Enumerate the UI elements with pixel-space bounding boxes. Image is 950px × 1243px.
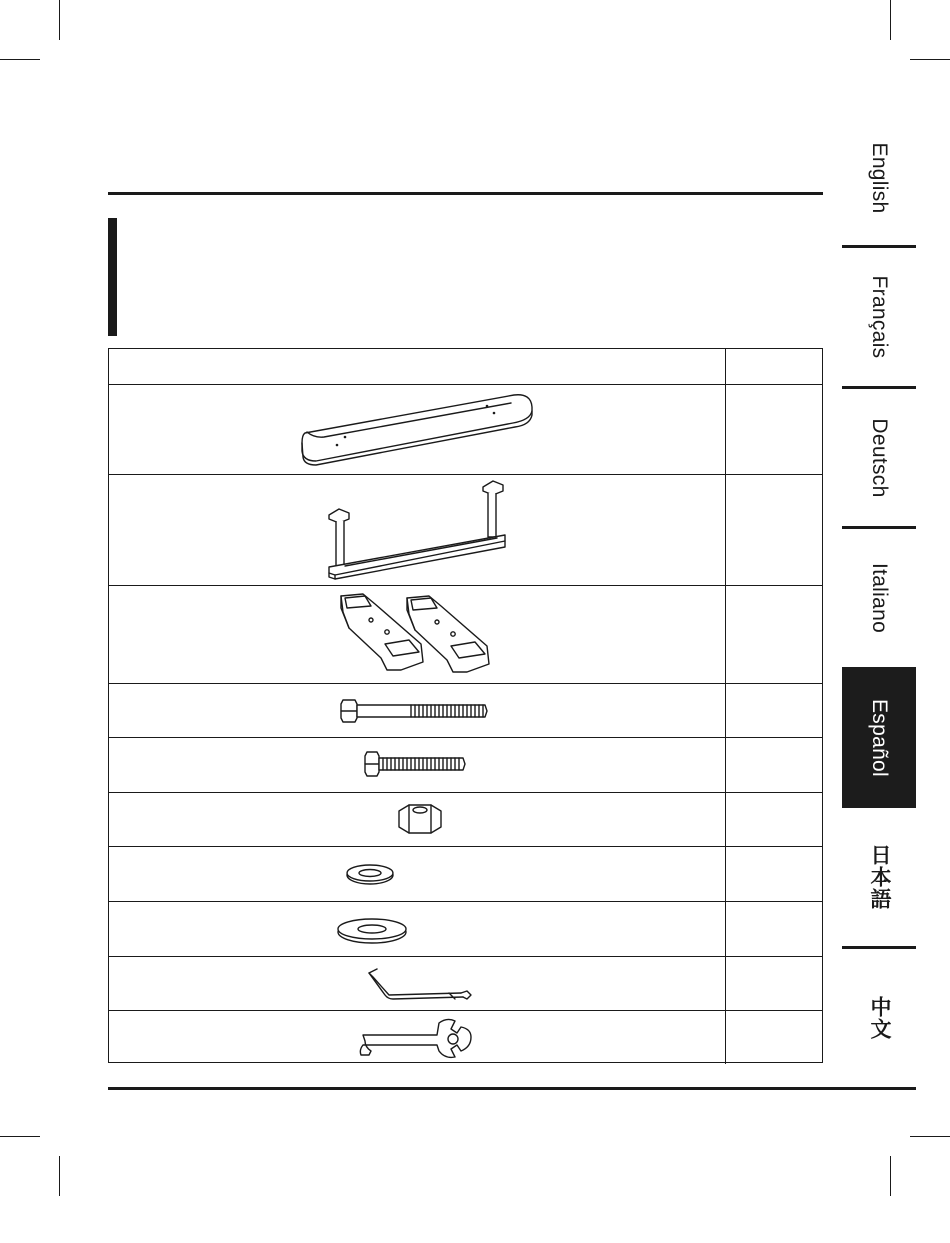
quantity-header-cell [725, 349, 822, 384]
quantity-cell [725, 475, 822, 585]
language-tab-label: Deutsch [868, 417, 891, 498]
quantity-cell [725, 957, 822, 1010]
language-tab-label: 日本語 [868, 844, 891, 910]
quantity-cell [725, 385, 822, 474]
language-tab-label: Français [868, 275, 891, 359]
small-washer-icon [109, 847, 725, 901]
table-row [109, 737, 822, 792]
language-tab-japanese[interactable] [842, 808, 916, 946]
language-tab-label: Italiano [868, 562, 891, 633]
wrench-icon [109, 1011, 725, 1064]
table-row [109, 474, 822, 585]
language-tab-deutsch[interactable] [842, 389, 916, 526]
quantity-cell [725, 586, 822, 683]
language-tab-francais[interactable] [842, 248, 916, 386]
language-tab-label: English [868, 142, 891, 213]
crop-mark [0, 1136, 40, 1137]
leg-frame-icon [109, 475, 725, 585]
quantity-cell [725, 738, 822, 792]
section-marker-bar [108, 218, 117, 336]
allen-key-icon [109, 957, 725, 1010]
table-header-row [109, 349, 822, 384]
large-washer-icon [109, 902, 725, 956]
language-tab-label: 中文 [868, 995, 891, 1040]
language-tab-italiano[interactable] [842, 529, 916, 666]
table-row [109, 901, 822, 956]
crop-mark [59, 0, 60, 40]
table-row [109, 384, 822, 474]
table-row [109, 683, 822, 737]
crop-mark [890, 1156, 891, 1196]
crop-mark [910, 59, 950, 60]
language-tab-label: Español [868, 698, 891, 777]
nut-icon [109, 793, 725, 846]
crop-mark [0, 59, 40, 60]
parts-table [108, 348, 823, 1063]
crop-mark [890, 0, 891, 40]
language-tab-chinese[interactable] [842, 949, 916, 1086]
quantity-cell [725, 793, 822, 846]
table-row [109, 792, 822, 846]
crop-mark [910, 1136, 950, 1137]
bench-seat-icon [109, 385, 725, 474]
language-tab-english[interactable] [842, 110, 916, 245]
feet-icon [109, 586, 725, 683]
table-row [109, 585, 822, 683]
language-tab-espanol[interactable] [842, 667, 916, 808]
short-bolt-icon [109, 738, 725, 792]
quantity-cell [725, 684, 822, 737]
table-row [109, 846, 822, 901]
quantity-cell [725, 1011, 822, 1064]
long-bolt-icon [109, 684, 725, 737]
header-rule [108, 192, 823, 195]
table-row [109, 956, 822, 1010]
table-row [109, 1010, 822, 1064]
crop-mark [59, 1156, 60, 1196]
footer-rule [108, 1087, 916, 1090]
quantity-cell [725, 847, 822, 901]
quantity-cell [725, 902, 822, 956]
